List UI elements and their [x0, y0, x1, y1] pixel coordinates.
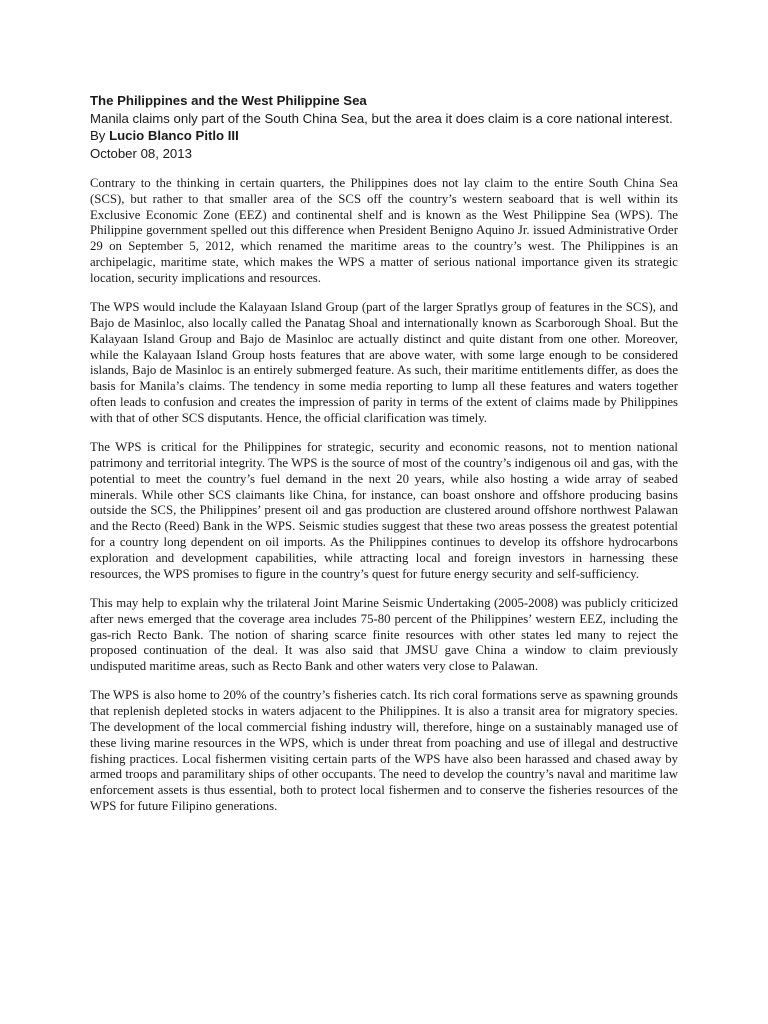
paragraph-3: The WPS is critical for the Philippines for strategic, security and economic reasons, not to mention national patrimony and territorial integrity. The WPS is the source of most of the country’s indigenous oil and gas, with the potential to meet the country’s fuel demand in the next 20 years, while also hosting a wide array of seabed minerals. While other SCS claimants like China, for instance, can boast onshore and offshore producing basins outside the SCS, the Philippines’ present oil and gas production are clustered around offshore northwest Palawan and the Recto (Reed) Bank in the WPS. Seismic studies suggest that these two areas possess the greatest potential for a country long dependent on oil imports. As the Philippines continues to develop its offshore hydrocarbons exploration and development capabilities, while attracting local and foreign investors in harnessing these resources, the WPS promises to figure in the country’s quest for future energy security and self-sufficiency.	[90, 440, 678, 581]
paragraph-1: Contrary to the thinking in certain quarters, the Philippines does not lay claim to the entire South China Sea (SCS), but rather to that smaller area of the SCS off the country’s western seaboard that is well within its Exclusive Economic Zone (EEZ) and continental shelf and is known as the West Philippine Sea (WPS). The Philippine government spelled out this difference when President Benigno Aquino Jr. issued Administrative Order 29 on September 5, 2012, which renamed the maritime areas to the country’s west. The Philippines is an archipelagic, maritime state, which makes the WPS a matter of serious national importance given its strategic location, security implications and resources.	[90, 176, 678, 285]
author-name: Lucio Blanco Pitlo III	[109, 128, 239, 143]
article-header	[90, 92, 678, 162]
paragraph-4: This may help to explain why the trilateral Joint Marine Seismic Undertaking (2005-2008) was publicly criticized after news emerged that the coverage area includes 75-80 percent of the Philippines’ western EEZ, including the gas-rich Recto Bank. The notion of sharing scarce finite resources with other states led many to reject the proposed continuation of the deal. It was also said that JMSU gave China a window to claim previously undisputed maritime areas, such as Recto Bank and other waters very close to Palawan.	[90, 595, 678, 674]
article	[90, 92, 678, 828]
byline-prefix: By	[90, 128, 110, 143]
article-subtitle: Manila claims only part of the South China Sea, but the area it does claim is a core national interest.	[90, 110, 673, 126]
article-title: The Philippines and the West Philippine Sea	[90, 93, 367, 108]
publish-date: October 08, 2013	[90, 145, 192, 161]
paragraph-2: The WPS would include the Kalayaan Island Group (part of the larger Spratlys group of features in the SCS), and Bajo de Masinloc, also locally called the Panatag Shoal and internationally known as Scarborough Shoal. But the Kalayaan Island Group and Bajo de Masinloc are actually distinct and quite distant from one other. Moreover, while the Kalayaan Island Group hosts features that are above water, with some large enough to be considered islands, Bajo de Masinloc is an entirely submerged feature. As such, their maritime entitlements differ, as does the basis for Manila’s claims. The tendency in some media reporting to lump all these features and waters together often leads to confusion and creates the impression of parity in terms of the extent of claims made by Philippines with that of other SCS disputants. Hence, the official clarification was timely.	[90, 300, 678, 425]
article-body	[90, 176, 678, 815]
byline	[90, 127, 678, 145]
paragraph-5: The WPS is also home to 20% of the country’s fisheries catch. Its rich coral formations serve as spawning grounds that replenish depleted stocks in waters adjacent to the Philippines. It is also a transit area for migratory species. The development of the local commercial fishing industry will, therefore, hinge on a sustainably managed use of these living marine resources in the WPS, which is under threat from poaching and use of illegal and destructive fishing practices. Local fishermen visiting certain parts of the WPS have also been harassed and chased away by armed troops and paramilitary ships of other occupants. The need to develop the country’s naval and maritime law enforcement assets is thus essential, both to protect local fishermen and to conserve the fisheries resources of the WPS for future Filipino generations.	[90, 688, 678, 814]
